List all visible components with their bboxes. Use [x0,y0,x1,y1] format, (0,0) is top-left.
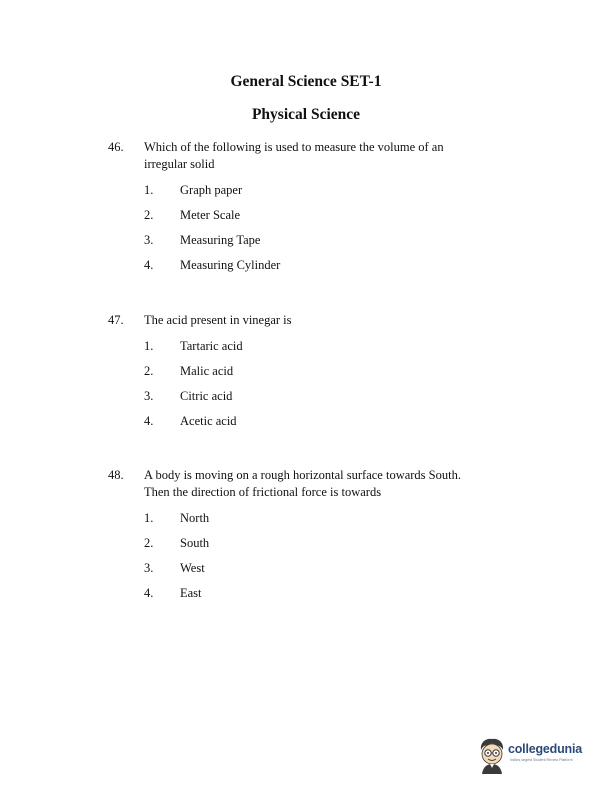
option-text: West [180,561,205,575]
option-text: Citric acid [180,389,233,403]
option-text: South [180,536,210,550]
question [108,312,508,432]
option-text: North [180,511,210,525]
option-number: 4. [144,586,154,600]
option-number: 4. [144,258,154,272]
section-title: Physical Science [251,106,361,123]
collegedunia-watermark [477,736,597,774]
student-mascot-icon [477,736,507,774]
watermark-tagline: India's largest Student Review Platform [510,758,573,762]
option-number: 2. [144,208,154,222]
option-text: East [180,586,202,600]
option-number: 4. [144,414,154,428]
question-number: 48. [108,468,124,482]
watermark-brand: collegedunia [508,742,583,756]
option-text: Graph paper [180,183,243,197]
question [108,139,508,279]
option-number: 1. [144,339,154,353]
option-text: Measuring Cylinder [180,258,281,272]
option-text: Measuring Tape [180,233,261,247]
question-number: 46. [108,140,124,154]
question-text: The acid present in vinegar is [144,313,292,327]
option-number: 2. [144,364,154,378]
option-text: Acetic acid [180,414,237,428]
option-number: 2. [144,536,154,550]
document-title: General Science SET-1 [230,73,382,90]
option-number: 3. [144,561,154,575]
option-number: 1. [144,183,154,197]
question-number: 47. [108,313,124,327]
option-text: Meter Scale [180,208,241,222]
option-text: Tartaric acid [180,339,243,353]
question-text: Which of the following is used to measure the volume of an irregular solid [144,140,444,171]
option-number: 1. [144,511,154,525]
option-text: Malic acid [180,364,234,378]
question [108,467,508,607]
option-number: 3. [144,389,154,403]
question-text: A body is moving on a rough horizontal surface towards South. Then the direction of frictional force is towards [144,468,461,499]
option-number: 3. [144,233,154,247]
